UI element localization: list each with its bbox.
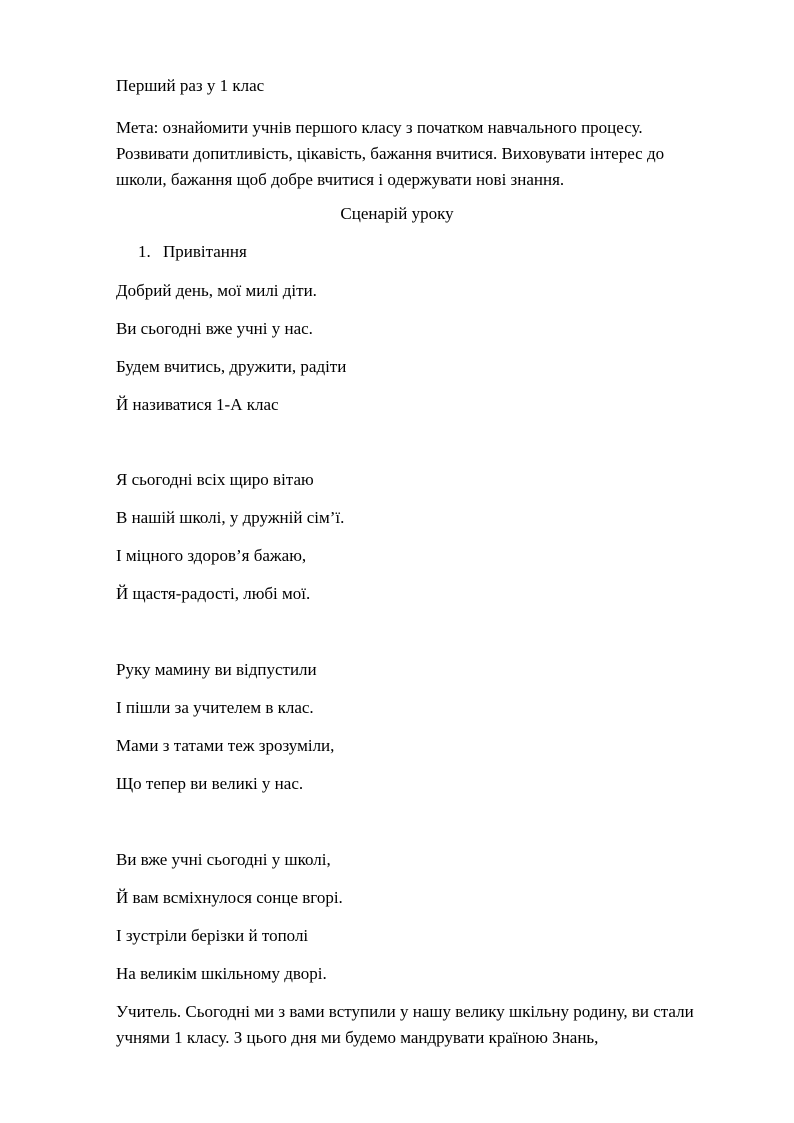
poem-line: І пішли за учителем в клас.	[116, 698, 314, 717]
poem-line: На великім шкільному дворі.	[116, 964, 327, 983]
poem-line: Й вам всміхнулося сонце вгорі.	[116, 888, 343, 907]
poem-line: І зустріли берізки й тополі	[116, 926, 309, 945]
poem-line: Й щастя-радості, любі мої.	[116, 584, 311, 603]
scenario-heading: Сценарій уроку	[340, 204, 454, 223]
poem-line: Й називатися 1-А клас	[116, 395, 279, 414]
poem-line: Будем вчитись, дружити, радіти	[116, 357, 347, 376]
poem-line: Що тепер ви великі у нас.	[116, 774, 304, 793]
document-title: Перший раз у 1 клас	[116, 76, 265, 95]
section-number: 1.	[138, 242, 151, 261]
poem-line: Мами з татами теж зрозуміли,	[116, 736, 335, 755]
poem-line: Я сьогодні всіх щиро вітаю	[116, 470, 314, 489]
poem-line: Ви сьогодні вже учні у нас.	[116, 319, 313, 338]
poem-line: І міцного здоров’я бажаю,	[116, 546, 307, 565]
poem-line: Добрий день, мої милі діти.	[116, 281, 317, 300]
poem-line: В нашій школі, у дружній сім’ї.	[116, 508, 345, 527]
poem-line: Ви вже учні сьогодні у школі,	[116, 850, 331, 869]
section-heading	[138, 242, 247, 262]
goal-paragraph: Мета: ознайомити учнів першого класу з початком навчального процесу. Розвивати допитливість, цікавість, бажання вчитися. Виховувати інтерес до школи, бажання щоб добре вчитися і одержувати нові знання.	[116, 118, 665, 189]
teacher-paragraph: Учитель. Сьогодні ми з вами вступили у нашу велику шкільну родину, ви стали учнями 1 класу. З цього дня ми будемо мандрувати країною Знань,	[116, 1002, 694, 1047]
section-label: Привітання	[163, 242, 247, 261]
poem-line: Руку мамину ви відпустили	[116, 660, 317, 679]
